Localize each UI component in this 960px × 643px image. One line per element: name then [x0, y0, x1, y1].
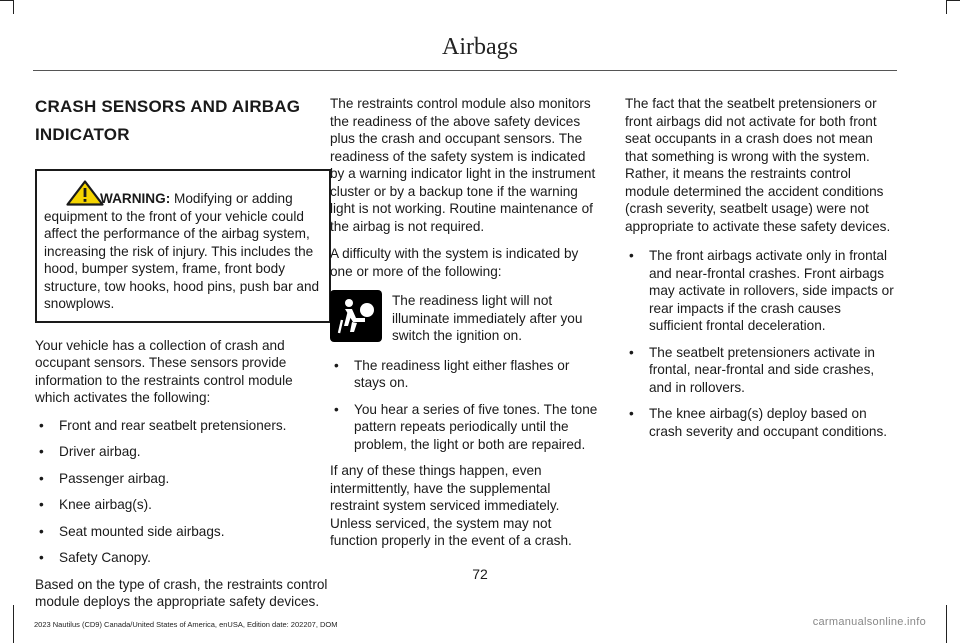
column-1	[35, 95, 331, 621]
section-heading-line-2: INDICATOR	[35, 125, 130, 144]
warning-triangle-icon	[66, 180, 104, 211]
crop-mark	[13, 605, 14, 643]
crop-mark	[946, 605, 947, 643]
column-2	[330, 95, 602, 560]
page-header-title: Airbags	[442, 34, 518, 60]
footer-edition-text: 2023 Nautilus (CD9) Canada/United States of America, enUSA, Edition date: 202207, DOM	[34, 620, 338, 629]
list-item: • Passenger airbag.	[35, 470, 331, 488]
list-item: • Knee airbag(s).	[35, 496, 331, 514]
service-paragraph: If any of these things happen, even intermittently, have the supplemental restraint system serviced immediately. Unless serviced, the system may not function properly in the event of a crash.	[330, 463, 572, 548]
activation-paragraph: The fact that the seatbelt pretensioners or front airbags did not activate for both front seat occupants in a crash does not mean that something is wrong with the system. Rather, it means the restraints control module determined the accident conditions (crash severity, seatbelt usage) were not appropriate to activate these safety devices.	[625, 96, 891, 234]
section-heading	[35, 95, 331, 147]
section-heading-line-1: CRASH SENSORS AND AIRBAG	[35, 97, 301, 116]
symptom-list	[330, 357, 602, 454]
readiness-light-text: The readiness light will not illuminate immediately after you switch the ignition on.	[392, 293, 583, 343]
list-item: • The knee airbag(s) deploy based on crash severity and occupant conditions.	[625, 405, 897, 440]
safety-device-list	[35, 417, 331, 567]
closing-paragraph: Based on the type of crash, the restraints control module deploys the appropriate safety devices.	[35, 576, 328, 609]
list-item: • The front airbags activate only in frontal and near-frontal crashes. Front airbags may activate in rollovers, side impacts or rear impacts if the crash causes sufficient frontal deceleration.	[625, 247, 897, 335]
list-item: • Driver airbag.	[35, 443, 331, 461]
list-item: • The readiness light either flashes or stays on.	[330, 357, 602, 392]
list-item: • Seat mounted side airbags.	[35, 523, 331, 541]
monitoring-paragraph: The restraints control module also monitors the readiness of the above safety devices plus the crash and occupant sensors. The readiness of the safety system is indicated by a warning indicator light in the instrument cluster or by a backup tone if the warning light is not working. Routine maintenance of the airbag is not required.	[330, 96, 596, 234]
list-item: • Front and rear seatbelt pretensioners.	[35, 417, 331, 435]
readiness-light-row	[330, 290, 602, 345]
airbag-indicator-icon	[330, 290, 382, 342]
column-3	[625, 95, 897, 449]
difficulty-paragraph: A difficulty with the system is indicated by one or more of the following:	[330, 246, 579, 279]
activation-list	[625, 247, 897, 440]
crop-mark	[946, 0, 960, 1]
list-item: • The seatbelt pretensioners activate in frontal, near-frontal and side crashes, and in rollovers.	[625, 344, 897, 397]
crop-mark	[946, 0, 947, 14]
warning-box	[35, 169, 331, 323]
crop-mark	[0, 0, 14, 1]
list-item: • Safety Canopy.	[35, 549, 331, 567]
crop-mark	[13, 0, 14, 14]
list-item: • You hear a series of five tones. The tone pattern repeats periodically until the problem, the light or both are repaired.	[330, 401, 602, 454]
header-rule	[33, 70, 897, 71]
intro-paragraph: Your vehicle has a collection of crash and occupant sensors. These sensors provide information to the restraints control module which activates the following:	[35, 337, 293, 405]
page-number: 72	[472, 566, 488, 582]
warning-text: Modifying or adding equipment to the front of your vehicle could affect the performance of the airbag system, increasing the risk of injury. This includes the hood, bumper system, frame, front body structure, tow hooks, hood pins, push bar and snowplows.	[44, 191, 320, 311]
warning-label: WARNING:	[100, 191, 171, 206]
watermark: carmanualsonline.info	[812, 616, 926, 628]
